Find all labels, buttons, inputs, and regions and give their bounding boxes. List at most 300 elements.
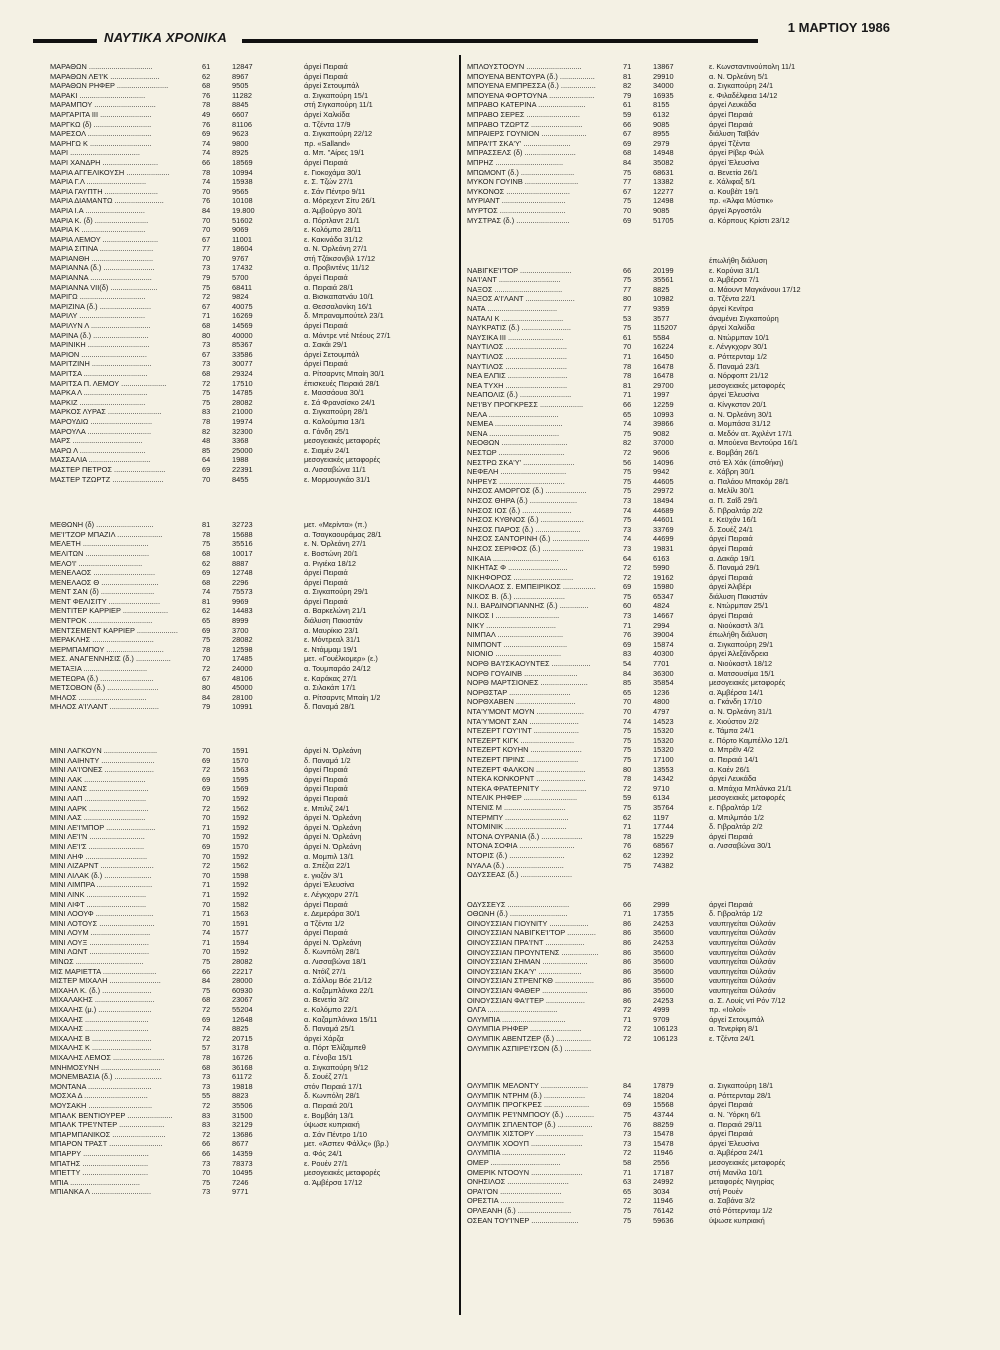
build-year: 73 <box>623 611 632 621</box>
ship-status: ε. Χιούστον 2/2 <box>709 716 759 726</box>
ship-name: ΜΑΡΕΣΟΛ ............................... <box>50 129 152 139</box>
ship-status: ε. Κακινάδα 31/12 <box>304 234 363 244</box>
ship-row <box>467 187 932 197</box>
ship-name: ΝΤΕΖΕΡΤ ΓΟΥ'Ι'ΝΤ ...................... <box>467 726 579 736</box>
build-year: 72 <box>623 447 632 457</box>
ship-name: ΝΑ'Ι'ΑΝΤ .............................. <box>467 275 561 285</box>
ship-name: ΜΙΧΑΛΗΣ Κ ............................. <box>50 1043 152 1053</box>
ship-row <box>50 407 450 417</box>
build-year: 70 <box>202 947 211 957</box>
build-year: 70 <box>623 342 632 352</box>
ship-row <box>467 909 932 919</box>
build-year: 67 <box>202 673 211 683</box>
ship-status: α. Σιγκαπούρη 22/12 <box>304 129 373 139</box>
build-year: 70 <box>623 707 632 716</box>
tonnage: 68567 <box>653 841 674 851</box>
tonnage: 44601 <box>653 515 674 525</box>
ship-status: α. Βενετία 26/1 <box>709 167 758 177</box>
ship-status: δ. Γιβραλτάρ 2/2 <box>709 505 763 515</box>
ship-name: ΜΠΟΥΕΝΑ ΕΜΠΡΕΣΣΑ (δ.) ................. <box>467 81 596 91</box>
build-year: 78 <box>202 416 211 426</box>
build-year: 71 <box>623 62 632 71</box>
ship-name: ΟΛΥΜΠΙΑ ............................... <box>467 1148 566 1158</box>
build-year: 60 <box>623 601 632 611</box>
ship-name: ΜΕΝΤΣΕΜΕΝΤ ΚΑΡΡΙΕΡ .................... <box>50 625 178 635</box>
tonnage: 9623 <box>232 129 249 139</box>
tonnage: 32723 <box>232 520 253 530</box>
build-year: 69 <box>623 1100 632 1110</box>
tonnage: 17187 <box>653 1167 674 1177</box>
tonnage: 10017 <box>232 548 253 558</box>
ship-status: α. Σ. Λουίς ντί Ρόν 7/12 <box>709 995 786 1005</box>
tonnage: 106123 <box>653 1024 678 1034</box>
ship-status: μεσογειακές μεταφορές <box>304 1168 381 1178</box>
ship-name: ΟΡΑ'Ι'ΟΝ .............................. <box>467 1186 562 1196</box>
build-year: 73 <box>623 543 632 553</box>
ship-row <box>467 333 932 343</box>
ship-name: ΜΠΟΥΕΝΑ ΦΟΡΤΟΥΝΑ ...................... <box>467 90 595 100</box>
ship-row <box>50 129 450 139</box>
ship-status: στό Έλ Χάκ (άποθήκη) <box>709 457 784 467</box>
ship-row <box>467 1187 932 1197</box>
build-year: 84 <box>623 157 632 167</box>
build-year: 66 <box>202 157 211 167</box>
ship-row <box>50 216 450 226</box>
tonnage: 9771 <box>232 1187 249 1197</box>
page-header <box>0 0 1000 60</box>
tonnage: 14785 <box>232 388 253 398</box>
tonnage: 8999 <box>232 616 249 626</box>
ship-row <box>50 645 450 655</box>
build-year: 70 <box>202 215 211 225</box>
tonnage: 1582 <box>232 899 249 909</box>
tonnage: 8955 <box>653 129 670 139</box>
tonnage: 22391 <box>232 464 253 474</box>
ship-row <box>467 371 932 381</box>
ship-status: άργεί Ρίβερ Φώλ <box>709 148 764 158</box>
tonnage: 28082 <box>232 957 253 967</box>
build-year: 81 <box>202 520 211 530</box>
tonnage: 1577 <box>232 928 249 938</box>
ship-name: ΜΠΟΥΕΝΑ ΒΕΝΤΟΥΡΑ (δ.) ................. <box>467 71 595 81</box>
build-year: 62 <box>202 558 211 568</box>
ship-row <box>50 72 450 82</box>
tonnage: 3577 <box>653 313 670 323</box>
ship-status: άργεί Άλιβέρι <box>709 582 752 592</box>
ship-row <box>467 1158 932 1168</box>
ship-status: α. Ρόττερνταμ 1/2 <box>709 352 768 362</box>
build-year: 70 <box>202 832 211 842</box>
build-year: 62 <box>202 606 211 616</box>
build-year: 62 <box>623 812 632 822</box>
tonnage: 85367 <box>232 340 253 350</box>
ship-row <box>467 177 932 187</box>
ship-row <box>50 880 450 890</box>
ship-row <box>467 774 932 784</box>
tonnage: 5700 <box>232 273 249 283</box>
ship-row <box>50 756 450 766</box>
ship-row <box>467 1110 932 1120</box>
build-year: 76 <box>623 630 632 640</box>
ship-row <box>50 842 450 852</box>
build-year: 72 <box>202 861 211 871</box>
ship-status: άργεί Πειραιά <box>304 157 348 167</box>
build-year: 86 <box>623 986 632 996</box>
tonnage: 60930 <box>232 985 253 995</box>
ship-row <box>50 283 450 293</box>
ship-row <box>50 1024 450 1034</box>
ship-row <box>50 321 450 331</box>
tonnage: 35600 <box>653 928 674 938</box>
build-year: 74 <box>202 587 211 597</box>
build-year: 78 <box>202 100 211 110</box>
ship-name: ΜΠΡΑ'Ι'Τ ΣΚΑ'Υ' ....................... <box>467 138 571 148</box>
ship-status: α. Λισσαβώνα 18/1 <box>304 957 367 967</box>
ship-status: άργεί Ν. Όρλεάνη <box>304 832 362 842</box>
ship-row <box>467 266 932 276</box>
ship-name: ΝΑΥΣΙΚΑ III ........................... <box>467 332 564 342</box>
tonnage: 8823 <box>232 1091 249 1101</box>
ship-row <box>50 606 450 616</box>
tonnage: 16478 <box>653 371 674 381</box>
ship-name: ΜΗΛΟΣ Α'Ι'ΛΑΝΤ ........................ <box>50 702 159 712</box>
tonnage: 9359 <box>653 304 670 314</box>
ship-row <box>50 664 450 674</box>
build-year: 71 <box>202 311 211 321</box>
build-year: 85 <box>202 445 211 455</box>
ship-row <box>50 465 450 475</box>
ship-status: α. Γάνδη 25/1 <box>304 426 350 436</box>
ship-row <box>50 539 450 549</box>
build-year: 77 <box>202 244 211 254</box>
tonnage: 1595 <box>232 774 249 784</box>
ship-name: ΝΙΚΗΤΑΣ Φ ............................. <box>467 563 568 573</box>
ship-name: ΜΥΚΟΝΟΣ ............................... <box>467 186 570 196</box>
build-year: 68 <box>202 1062 211 1072</box>
build-year: 76 <box>202 196 211 206</box>
ship-row <box>467 129 932 139</box>
build-year: 70 <box>202 654 211 664</box>
tonnage: 19974 <box>232 416 253 426</box>
tonnage: 44605 <box>653 476 674 486</box>
ship-status: ε. Βομβάη 13/1 <box>304 1110 354 1120</box>
tonnage: 19831 <box>653 543 674 553</box>
ship-row <box>50 177 450 187</box>
ship-status: ε. γκιζόν 3/1 <box>304 870 344 880</box>
build-year: 72 <box>623 563 632 573</box>
ship-status: α. Νιούκαστλ 18/12 <box>709 659 773 669</box>
ship-name: ΜΙΧΑΛΗΣ (μ.) .......................... <box>50 1005 152 1015</box>
ship-status: α. Νιούκαστλ 3/1 <box>709 620 764 630</box>
ship-status: ε. Ντάμμαμ 19/1 <box>304 644 358 654</box>
ship-status: ε. Καράκας 27/1 <box>304 673 357 683</box>
tonnage: 15980 <box>653 582 674 592</box>
build-year: 65 <box>623 1186 632 1196</box>
ship-status: α. Άμβέρσα 7/1 <box>709 275 760 285</box>
ship-row <box>467 1148 932 1158</box>
ship-row <box>50 1072 450 1082</box>
tonnage: 6134 <box>653 793 670 803</box>
ship-row <box>50 1043 450 1053</box>
build-year: 75 <box>623 486 632 496</box>
ship-name: ΜΟΝΕΜΒΑΣΙΑ (δ.) ....................... <box>50 1072 162 1082</box>
build-year: 71 <box>623 390 632 400</box>
ship-row <box>467 400 932 410</box>
ship-name: ΟΛΓΑ .................................. <box>467 1005 558 1015</box>
build-year: 71 <box>623 352 632 362</box>
publication-title: ΝΑΥΤΙΚΑ ΧΡΟΝΙΚΑ <box>104 30 228 45</box>
ship-list-block <box>50 520 450 712</box>
tonnage: 35854 <box>653 678 674 688</box>
build-year: 74 <box>623 1090 632 1100</box>
build-year: 69 <box>623 582 632 592</box>
ship-name: ΜΠΑΡΜΠΑΝΙΚΟΣ .......................... <box>50 1129 166 1139</box>
ship-row <box>467 697 932 707</box>
ship-name: ΜΙΝΙ ΛΙΛΑΚ (δ.) ....................... <box>50 870 152 880</box>
tonnage: 40075 <box>232 301 253 311</box>
ship-name: ΝΟΡΘ ΒΑ'Ι'ΣΚΑΟΥΝΤΕΣ ................... <box>467 659 591 669</box>
tonnage: 18569 <box>232 157 253 167</box>
tonnage: 2296 <box>232 577 249 587</box>
build-year: 73 <box>202 359 211 369</box>
tonnage: 35600 <box>653 966 674 976</box>
ship-status: α. Μάντρε ντέ Ντέους 27/1 <box>304 330 391 340</box>
ship-name: ΜΙΧΑΛΑΚΗΣ ............................. <box>50 995 155 1005</box>
tonnage: 45000 <box>232 683 253 693</box>
ship-name: ΝΙΚΟΛΑΟΣ Σ. ΕΜΠΕΙΡΙΚΟΣ ................ <box>467 582 596 592</box>
ship-name: ΜΙΝΙ ΛΙΜΠΡΑ ........................... <box>50 880 153 890</box>
ship-row <box>467 957 932 967</box>
ship-status: α. Πόρτλαντ 21/1 <box>304 215 360 225</box>
ship-row <box>50 1159 450 1169</box>
ship-row <box>467 851 932 861</box>
build-year: 70 <box>202 186 211 196</box>
ship-status: στόν Πειραιά 17/1 <box>304 1081 363 1091</box>
ship-row <box>50 775 450 785</box>
ship-name: ΟΘΩΝΗ (δ.) ............................ <box>467 909 568 919</box>
ship-name: ΝΤΕΝΙΣ Μ .............................. <box>467 802 566 812</box>
ship-row <box>50 1111 450 1121</box>
build-year: 71 <box>202 937 211 947</box>
ship-row <box>467 919 932 929</box>
tonnage: 12498 <box>653 196 674 206</box>
build-year: 70 <box>202 899 211 909</box>
ship-status: άργεί Έλευσίνα <box>304 880 355 890</box>
build-year: 83 <box>202 1110 211 1120</box>
ship-status: δ. Παναμά 28/1 <box>304 702 355 712</box>
ship-name: ΝΗΣΟΣ ΠΑΡΟΣ (δ.) ...................... <box>467 524 581 534</box>
build-year: 77 <box>623 284 632 294</box>
ship-row <box>467 688 932 698</box>
ship-status: α. Ντόϊζ 27/1 <box>304 966 347 976</box>
ship-row <box>467 784 932 794</box>
tonnage: 35764 <box>653 802 674 812</box>
tonnage: 5584 <box>653 332 670 342</box>
ship-name: ΜΑΡΩ Λ ................................ <box>50 445 146 455</box>
build-year: 74 <box>623 419 632 429</box>
build-year: 59 <box>623 793 632 803</box>
ship-row <box>50 388 450 398</box>
ship-name: ΜΠΕΤΤΥ ................................ <box>50 1168 149 1178</box>
ship-status: α. Άμβέρσα 24/1 <box>709 1148 764 1158</box>
tonnage: 19.800 <box>232 205 255 215</box>
ship-status: διάλυση Πακιστάν <box>304 616 363 626</box>
ship-name: ΝΕΣΤΩΡ ................................ <box>467 447 565 457</box>
ship-name: ΟΛΥΜΠΙΚ ΡΕ'Ι'ΝΜΠΟΟΥ (δ.) .............. <box>467 1109 595 1119</box>
build-year: 72 <box>623 1196 632 1206</box>
ship-row <box>50 871 450 881</box>
ship-status: α. Πειραιά 14/1 <box>709 754 759 764</box>
ship-status: άργεί Πειραιά <box>304 793 348 803</box>
tonnage: 12648 <box>232 1014 253 1024</box>
ship-row <box>50 1187 450 1197</box>
ship-row <box>467 467 932 477</box>
build-year: 86 <box>623 976 632 986</box>
ship-name: ΜΙΝΙ ΛΑΓΚΟΥΝ .......................... <box>50 746 158 755</box>
ship-status: ναυπηγείται Ούλσάν <box>709 966 776 976</box>
ship-name: ΟΛΥΜΠΙΚ ΑΒΕΝΤΖΕΡ (δ.) ................. <box>467 1034 592 1043</box>
ship-row <box>50 654 450 664</box>
build-year: 75 <box>623 754 632 764</box>
build-year: 65 <box>202 616 211 626</box>
build-year: 49 <box>202 109 211 119</box>
ship-row <box>467 611 932 621</box>
build-year: 84 <box>202 692 211 702</box>
build-year: 74 <box>623 716 632 726</box>
ship-row <box>467 110 932 120</box>
ship-status: α. Μπιλμπάο 1/2 <box>709 812 764 822</box>
build-year: 71 <box>202 889 211 899</box>
ship-row <box>50 852 450 862</box>
tonnage: 39866 <box>653 419 674 429</box>
tonnage: 4797 <box>653 707 670 716</box>
ship-status: δ. Παναμά 29/1 <box>709 563 760 573</box>
ship-name: ΜΕΝΤΙΤΕΡ ΚΑΡΡΙΕΡ ...................... <box>50 606 169 616</box>
build-year: 62 <box>623 850 632 860</box>
tonnage: 18604 <box>232 244 253 254</box>
ship-name: ΜΑΡΙΝΑ (δ.) ........................... <box>50 330 149 340</box>
tonnage: 7701 <box>653 659 670 669</box>
build-year: 82 <box>202 426 211 436</box>
tonnage: 59636 <box>653 1215 674 1225</box>
ship-status: δ. Σουέζ 27/1 <box>304 1072 348 1082</box>
ship-row <box>50 635 450 645</box>
ship-name: ΝΙΚΑΙΑ ................................ <box>467 553 559 563</box>
ship-row <box>50 139 450 149</box>
ship-status: δ. Μπραναμπούτελ 23/1 <box>304 311 384 321</box>
tonnage: 24000 <box>232 664 253 674</box>
ship-name: ΟΙΝΟΥΣΣΙΑΝ ΠΡΟΥΝΤΕΝΣ .................. <box>467 947 599 957</box>
tonnage: 25000 <box>232 445 253 455</box>
build-year: 78 <box>202 644 211 654</box>
ship-row <box>467 573 932 583</box>
build-year: 72 <box>202 292 211 302</box>
ship-name: ΝΗΣΟΣ ΣΕΡΙΦΟΣ (δ.) .................... <box>467 543 584 553</box>
ship-name: ΜΑΡΙΓΩ ................................ <box>50 292 146 302</box>
ship-status: άργεί Πειραιά <box>304 568 348 578</box>
ship-row <box>50 475 450 485</box>
build-year: 71 <box>623 1014 632 1024</box>
tonnage: 11001 <box>232 234 253 244</box>
ship-name: ΜΑΡΙΛΥΝ Λ ............................. <box>50 321 151 331</box>
tonnage: 28082 <box>232 397 253 407</box>
ship-status: άργεί Σετουμπάλ <box>304 81 360 91</box>
ship-name: ΝΤΕΛΙΚ ΡΗΦΕΡ .......................... <box>467 793 578 803</box>
ship-name: ΝΤΕΚΑ ΚΟΝΚΟΡΝΤ ........................ <box>467 774 586 784</box>
ship-name: ΝΕΑ ΕΛΠΙΣ ............................. <box>467 371 568 381</box>
ship-status: α. Ριγιέκα 18/12 <box>304 558 357 568</box>
ship-name: ΝΕΑΠΟΛΙΣ (δ.) ......................... <box>467 390 572 400</box>
ship-row <box>467 765 932 775</box>
tonnage: 17100 <box>653 754 674 764</box>
ship-name: ΝΤΟΝΑ ΟΥΡΑΝΙΑ (δ.) .................... <box>467 831 583 841</box>
ship-status: α. Σιγκαπούρη 9/12 <box>304 1062 369 1072</box>
ship-row <box>467 100 932 110</box>
ship-row <box>50 292 450 302</box>
build-year: 70 <box>202 746 211 755</box>
ship-name: ΜΕΝΤΡΟΚ ............................... <box>50 616 153 626</box>
ship-row <box>467 1196 932 1206</box>
ship-name: ΜΠΙΑΝΚΑ Λ ............................. <box>50 1187 152 1197</box>
build-year: 64 <box>623 553 632 563</box>
ship-status: πρ. «Άλφα Μύστικ» <box>709 196 774 206</box>
ship-status: α. Μόρεχεντ Σίτυ 26/1 <box>304 196 376 206</box>
ship-status: δ. Παναμά 23/1 <box>709 361 760 371</box>
ship-name: ΜΥΡΙΑΝΤ ............................... <box>467 196 566 206</box>
ship-status: πρ. «Ιολοί» <box>709 1005 746 1015</box>
ship-status: α. Μελίλι 30/1 <box>709 486 754 496</box>
issue-date: 1 ΜΑΡΤΙΟΥ 1986 <box>787 20 890 35</box>
tonnage: 15688 <box>232 529 253 539</box>
ship-row <box>467 803 932 813</box>
ship-row <box>467 72 932 82</box>
ship-status: άργεί Πειραιά <box>304 273 348 283</box>
build-year: 70 <box>202 793 211 803</box>
ship-status: ε. Μορμουγκάο 31/1 <box>304 474 371 484</box>
build-year: 86 <box>623 966 632 976</box>
tonnage: 8845 <box>232 100 249 110</box>
build-year: 86 <box>623 928 632 938</box>
tonnage: 15320 <box>653 726 674 736</box>
ship-name: ΜΑΣΤΕΡ ΠΕΤΡΟΣ ......................... <box>50 464 166 474</box>
ship-status: διάλυση Ταϊβάν <box>709 129 760 139</box>
ship-name: ΝΕ'Ι'ΒΥ ΠΡΟΓΚΡΕΣΣ ..................... <box>467 400 584 409</box>
ship-status: άργεί Πειραιά <box>304 596 348 606</box>
ship-row <box>50 225 450 235</box>
build-year: 68 <box>202 81 211 91</box>
ship-row <box>467 352 932 362</box>
ship-status: άργεί Πειραιά <box>709 1129 753 1139</box>
ship-status: α. Π. Σαΐδ 29/1 <box>709 495 758 505</box>
ship-status: α. Καλούμπια 13/1 <box>304 416 365 426</box>
ship-row <box>467 81 932 91</box>
ship-name: ΜΑΡΙΤΖΙΝΗ ............................. <box>50 359 152 369</box>
tonnage: 3034 <box>653 1186 670 1196</box>
ship-name: ΜΑΡΚΙΖ ................................ <box>50 397 146 407</box>
tonnage: 8967 <box>232 71 249 81</box>
ship-list-block <box>467 900 932 1054</box>
tonnage: 8455 <box>232 474 249 484</box>
build-year: 68 <box>202 321 211 331</box>
ship-row <box>467 486 932 496</box>
tonnage: 1592 <box>232 822 249 832</box>
ship-row <box>467 967 932 977</box>
build-year: 72 <box>623 1024 632 1034</box>
tonnage: 44689 <box>653 505 674 515</box>
tonnage: 1594 <box>232 937 249 947</box>
ship-status: ε. Τζέντα 24/1 <box>709 1034 755 1043</box>
build-year: 75 <box>202 397 211 407</box>
